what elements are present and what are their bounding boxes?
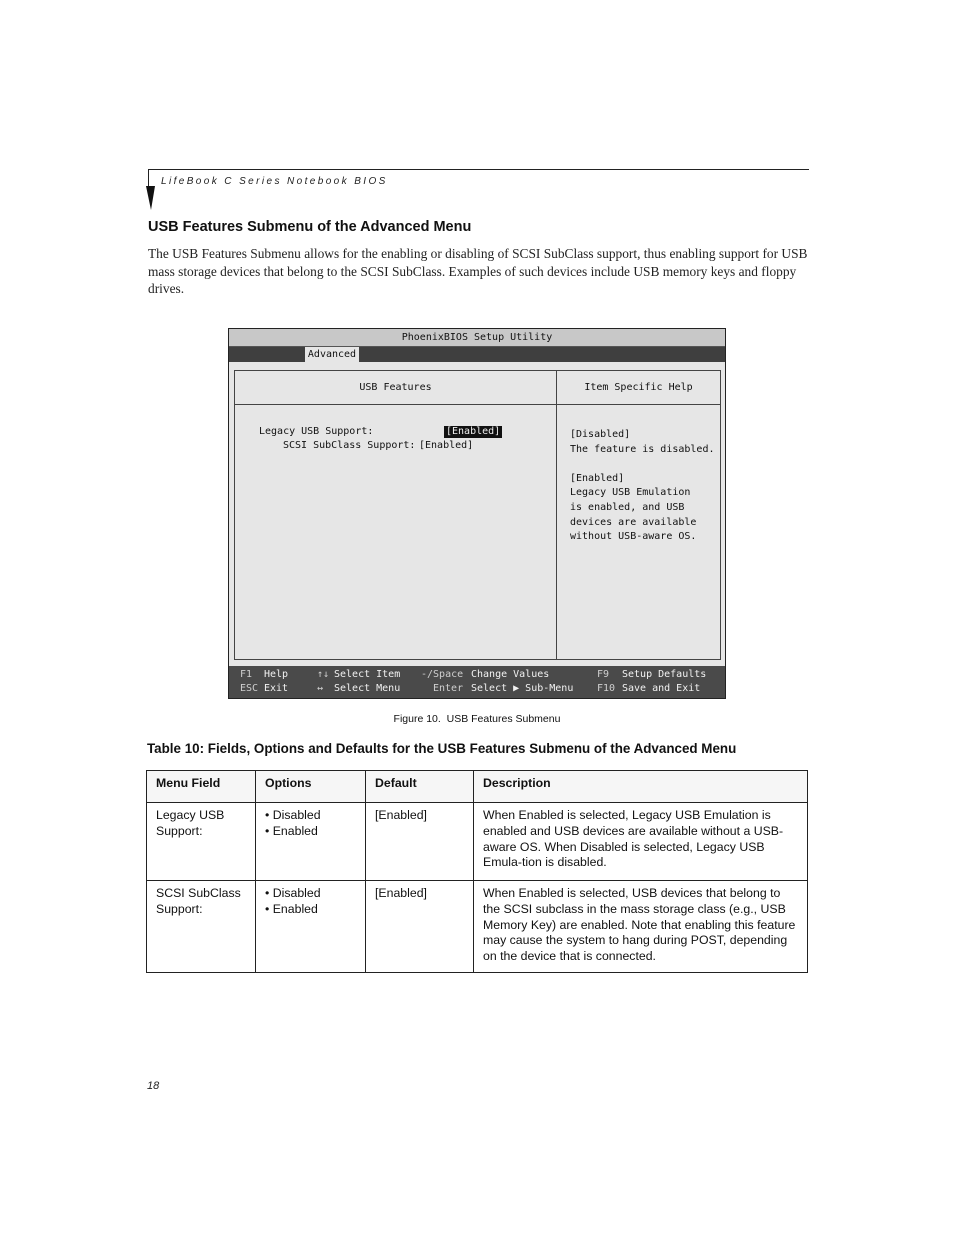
bios-column-divider [556, 371, 557, 659]
cell-description: When Enabled is selected, Legacy USB Emulation is enabled and USB devices are available without a USB-aware OS. When Disabled is selected, Legacy USB Emula-tion is disabled. [474, 803, 808, 881]
help-line: [Enabled] [570, 472, 625, 484]
section-title: USB Features Submenu of the Advanced Menu [148, 219, 472, 235]
cell-default: [Enabled] [366, 803, 474, 881]
help-line: The feature is disabled. [570, 443, 715, 455]
key-space-label: Change Values [471, 669, 550, 680]
intro-paragraph: The USB Features Submenu allows for the enabling or disabling of SCSI SubClass support, thus enabling support for USB mass storage devices that belong to the SCSI SubClass. Examples of such devices include USB memory keys and floppy drives. [148, 246, 808, 296]
setting-legacy-usb-label: Legacy USB Support: [259, 426, 374, 437]
key-arrows-leftright-label: Select Menu [334, 683, 401, 694]
table-row [147, 881, 808, 973]
option-item: • Disabled [265, 808, 357, 824]
key-arrows-leftright: ↔ [317, 683, 324, 694]
bios-key-legend [229, 666, 725, 698]
cell-options [256, 881, 366, 973]
key-esc-label: Exit [264, 683, 289, 694]
header-description: Description [474, 771, 808, 803]
item-help-text [570, 428, 715, 545]
page-number: 18 [147, 1080, 160, 1092]
header-rule [148, 169, 809, 170]
key-space: -/Space [421, 669, 464, 680]
header-options: Options [256, 771, 366, 803]
cell-description: When Enabled is selected, USB devices that belong to the SCSI subclass in the mass storage class (e.g., USB Memory Key) are enabled. Note that enabling this feature may cause the system to hang during POST, depending on the device that is connected. [474, 881, 808, 973]
help-line: [Disabled] [570, 429, 631, 440]
bios-main-frame [234, 370, 721, 660]
table-title: Table 10: Fields, Options and Defaults for the USB Features Submenu of the Advanced Menu [147, 741, 737, 756]
fields-table [146, 770, 808, 973]
help-line: without USB-aware OS. [570, 531, 697, 543]
bios-screen [228, 328, 726, 699]
key-f1-label: Help [264, 669, 289, 680]
setting-scsi-subclass-label: SCSI SubClass Support: [283, 440, 416, 451]
help-line: Legacy USB Emulation [570, 487, 691, 499]
key-f10: F10 [597, 683, 616, 694]
header-menu-field: Menu Field [147, 771, 256, 803]
bios-header-divider [235, 404, 720, 405]
help-title: Item Specific Help [584, 382, 693, 393]
header-wedge-mark [146, 186, 155, 210]
option-item: • Disabled [265, 886, 357, 902]
cell-default: [Enabled] [366, 881, 474, 973]
header-default: Default [366, 771, 474, 803]
running-header: LifeBook C Series Notebook BIOS [161, 176, 388, 187]
cell-options [256, 803, 366, 881]
key-enter: Enter [433, 683, 464, 694]
setting-legacy-usb-value[interactable]: [Enabled] [446, 426, 501, 437]
figure-caption: Figure 10. USB Features Submenu [393, 713, 561, 725]
key-arrows-updown-label: Select Item [334, 669, 401, 680]
key-f9-label: Setup Defaults [622, 669, 707, 680]
key-f10-label: Save and Exit [622, 683, 701, 694]
option-item: • Enabled [265, 824, 357, 840]
cell-menu-field: SCSI SubClass Support: [147, 881, 256, 973]
table-row [147, 803, 808, 881]
key-esc: ESC [240, 683, 259, 694]
panel-title: USB Features [359, 382, 432, 393]
tab-advanced[interactable]: Advanced [305, 347, 359, 362]
option-item: • Enabled [265, 902, 357, 918]
key-f9: F9 [597, 669, 610, 680]
help-line: devices are available [570, 516, 697, 528]
help-line [570, 457, 715, 472]
bios-title-bar: PhoenixBIOS Setup Utility [229, 329, 725, 347]
help-line: is enabled, and USB [570, 501, 685, 513]
table-header-row [147, 771, 808, 803]
key-arrows-updown: ↑↓ [317, 669, 330, 680]
setting-scsi-subclass-value[interactable]: [Enabled] [419, 440, 474, 451]
key-f1: F1 [240, 669, 253, 680]
cell-menu-field: Legacy USB Support: [147, 803, 256, 881]
key-enter-label: Select ▶ Sub-Menu [471, 683, 574, 694]
bios-menu-bar [229, 347, 725, 362]
